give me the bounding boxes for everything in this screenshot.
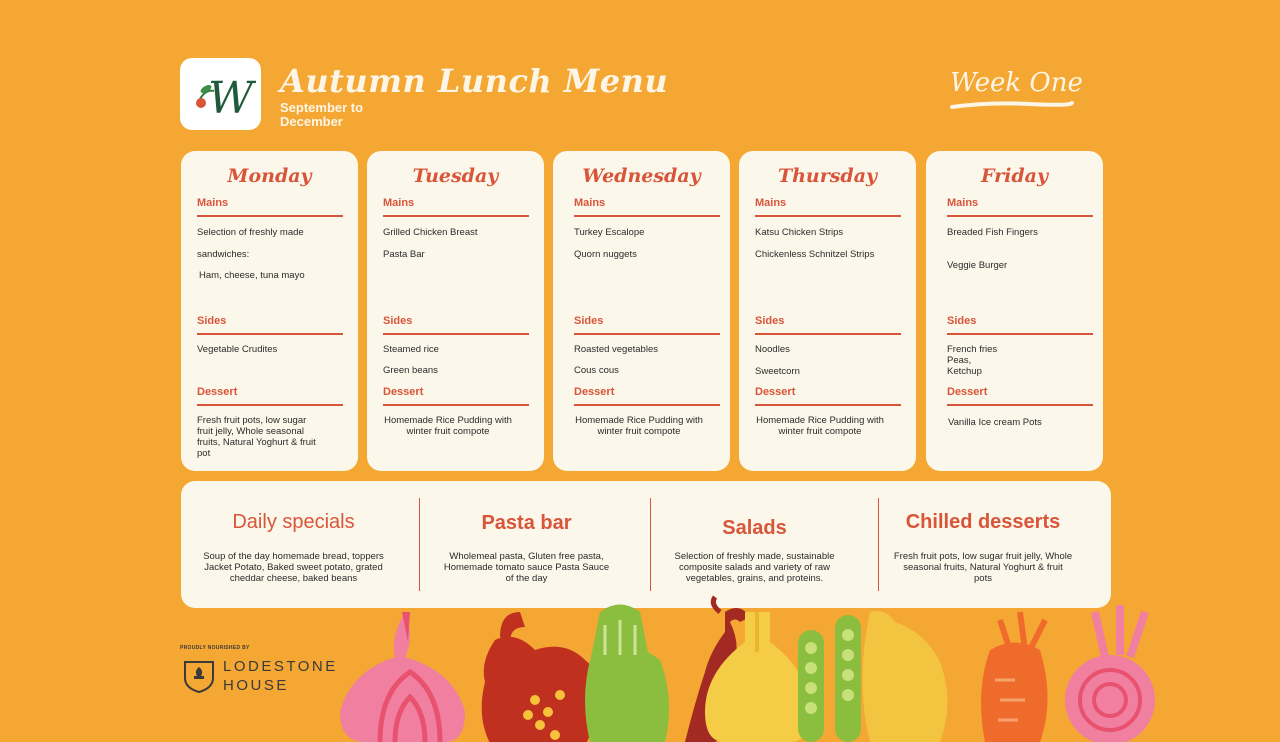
specials-heading: Salads [722, 517, 787, 539]
mains-item: Selection of freshly made [197, 227, 304, 238]
mains-heading: Mains [574, 197, 720, 217]
sides-heading: Sides [947, 315, 1093, 335]
lodestone-crest-icon [183, 658, 215, 694]
sides-item: Peas, [947, 355, 972, 366]
specials-heading: Pasta bar [481, 512, 572, 534]
w-leaf-logo-icon [186, 63, 256, 125]
page-subtitle: September to December [280, 100, 364, 129]
sides-item: Roasted vegetables [574, 344, 658, 355]
menu-logo [180, 58, 261, 130]
marrow-icon [585, 605, 669, 742]
squash-icon [705, 612, 810, 742]
pepper-icon [482, 612, 601, 742]
dessert-heading: Dessert [383, 386, 529, 406]
dessert-item: Fresh fruit pots, low sugar fruit jelly, Whole seasonal fruits, Natural Yoghurt & fruit pot [197, 415, 316, 459]
specials-column [201, 481, 386, 608]
week-underline-icon [950, 98, 1075, 112]
week-label: Week One [950, 68, 1083, 98]
mains-item: Ham, cheese, tuna mayo [199, 270, 305, 281]
dessert-item: Homemade Rice Pudding with winter fruit compote [384, 415, 512, 437]
mains-item: Breaded Fish Fingers [947, 227, 1038, 238]
day-card-thursday [739, 151, 916, 471]
nourished-by-label: PROUDLY NOURISHED BY [180, 645, 250, 651]
yellow-pepper-icon [863, 611, 948, 742]
sides-item: Cous cous [574, 365, 619, 376]
column-divider [650, 498, 651, 591]
sides-item: Sweetcorn [755, 366, 800, 377]
specials-panel [181, 481, 1111, 608]
dessert-heading: Dessert [947, 386, 1093, 406]
logo-letter: W [207, 73, 253, 124]
sides-heading: Sides [383, 315, 529, 335]
brand-line: HOUSE [223, 677, 289, 694]
peas-icon [798, 615, 861, 742]
sides-item: Vegetable Crudites [197, 344, 278, 355]
sides-item: French fries [947, 344, 998, 355]
brand-line: LODESTONE [223, 658, 338, 675]
specials-text: Soup of the day homemade bread, toppers Jacket Potato, Baked sweet potato, grated cheddar cheese, baked beans [203, 551, 384, 584]
dessert-heading: Dessert [574, 386, 720, 406]
sides-heading: Sides [574, 315, 720, 335]
specials-column [667, 481, 842, 608]
beetroot-icon [1065, 605, 1155, 742]
mains-heading: Mains [197, 197, 343, 217]
sides-item: Noodles [755, 344, 790, 355]
dessert-heading: Dessert [197, 386, 343, 406]
mains-heading: Mains [383, 197, 529, 217]
mains-item: Veggie Burger [947, 260, 1008, 271]
dessert-item: Homemade Rice Pudding with winter fruit compote [575, 415, 703, 437]
dessert-item: Homemade Rice Pudding with winter fruit compote [756, 415, 884, 437]
specials-text: Selection of freshly made, sustainable composite salads and variety of raw vegetables, grains, and proteins. [674, 551, 835, 584]
specials-heading: Chilled desserts [905, 511, 1061, 533]
sides-item: Green beans [383, 365, 438, 376]
dessert-item: Vanilla Ice cream Pots [948, 417, 1042, 428]
specials-column [893, 481, 1073, 608]
day-title: Tuesday [412, 165, 499, 187]
sides-heading: Sides [197, 315, 343, 335]
sides-item: Ketchup [947, 366, 982, 377]
day-title: Friday [980, 165, 1049, 187]
specials-column [439, 481, 614, 608]
mains-item: Turkey Escalope [574, 227, 645, 238]
sides-heading: Sides [755, 315, 901, 335]
day-card-friday [926, 151, 1103, 471]
column-divider [419, 498, 420, 591]
day-title: Wednesday [582, 165, 701, 187]
day-title: Monday [227, 165, 312, 187]
specials-text: Wholemeal pasta, Gluten free pasta, Homemade tomato sauce Pasta Sauce of the day [443, 551, 610, 584]
carrot-icon [981, 612, 1048, 742]
day-card-wednesday [553, 151, 730, 471]
chili-icon [685, 597, 750, 742]
column-divider [878, 498, 879, 591]
mains-heading: Mains [947, 197, 1093, 217]
mains-item: Quorn nuggets [574, 249, 637, 260]
onion-icon [340, 612, 465, 742]
mains-item: Grilled Chicken Breast [383, 227, 478, 238]
mains-heading: Mains [755, 197, 901, 217]
mains-item: sandwiches: [197, 249, 250, 260]
page-title: Autumn Lunch Menu [280, 62, 669, 100]
day-card-monday [181, 151, 358, 471]
mains-item: Katsu Chicken Strips [755, 227, 844, 238]
day-card-tuesday [367, 151, 544, 471]
dessert-heading: Dessert [755, 386, 901, 406]
mains-item: Pasta Bar [383, 249, 425, 260]
specials-text: Fresh fruit pots, low sugar fruit jelly, Whole seasonal fruits, Natural Yoghurt & fruit pots [893, 551, 1073, 584]
mains-item: Chickenless Schnitzel Strips [755, 249, 875, 260]
lodestone-house-wordmark [223, 657, 338, 695]
specials-heading: Daily specials [232, 511, 355, 533]
sides-item: Steamed rice [383, 344, 439, 355]
day-title: Thursday [777, 165, 878, 187]
